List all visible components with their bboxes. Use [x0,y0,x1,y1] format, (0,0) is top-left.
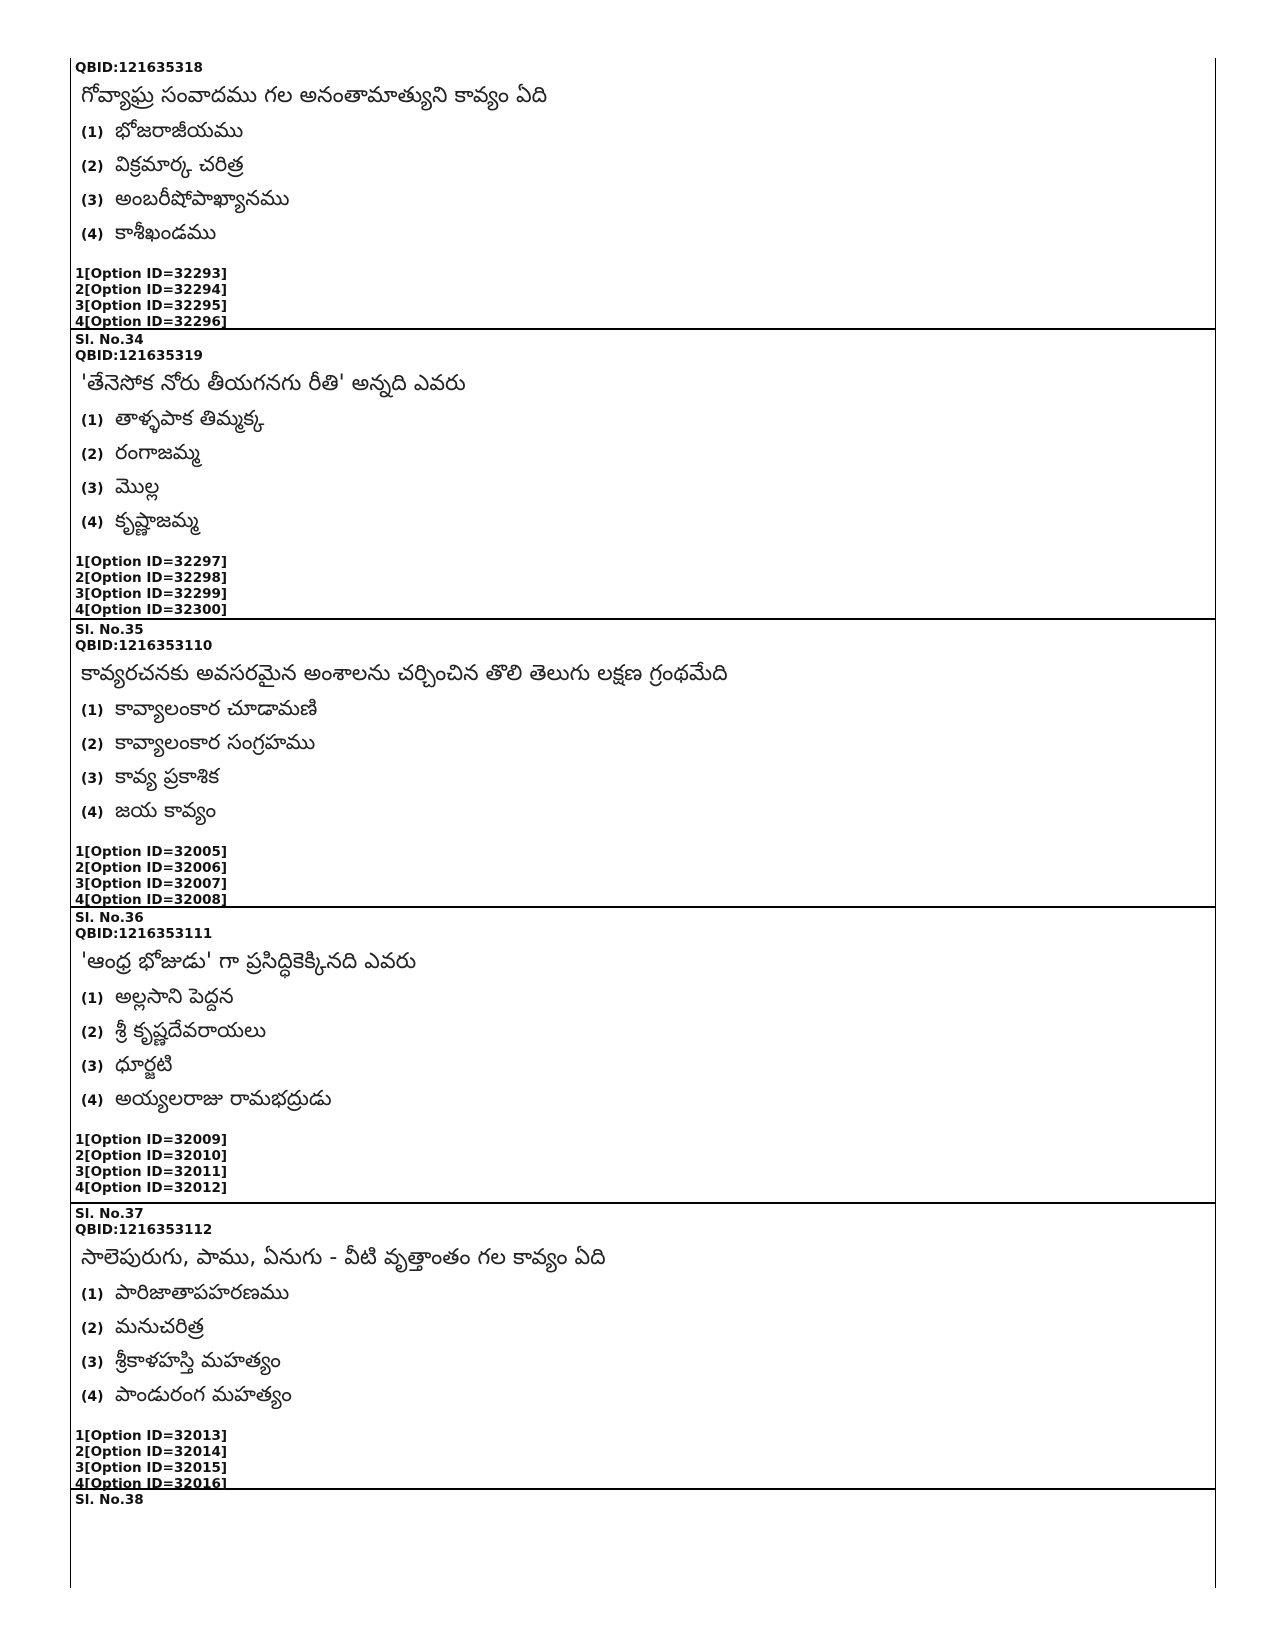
question-block [71,908,1215,1204]
option-id: 3[Option ID=32011] [75,1164,228,1180]
question-block [71,330,1215,620]
option-number: (2) [81,159,104,175]
option-number: (4) [81,1093,104,1109]
option-row [81,506,1211,540]
qbid-label: QBID:1216353110 [75,638,213,654]
option-text: కావ్యాలంకార చూడామణి [115,696,318,720]
option-row [81,1278,1211,1312]
option-number: (4) [81,805,104,821]
option-row [81,184,1211,218]
option-id: 2[Option ID=32006] [75,860,228,876]
option-id: 4[Option ID=32008] [75,892,228,908]
option-id-list [75,266,1211,330]
question-block [71,1204,1215,1490]
qbid-label: QBID:121635318 [75,60,203,76]
option-id: 3[Option ID=32007] [75,876,228,892]
option-text: శ్రీకాళహస్తి మహత్యం [115,1348,281,1372]
option-id: 2[Option ID=32010] [75,1148,228,1164]
option-number: (2) [81,737,104,753]
option-id: 2[Option ID=32298] [75,570,228,586]
option-row [81,472,1211,506]
option-row [81,762,1211,796]
option-text: అల్లసాని పెద్దన [115,984,234,1008]
qbid-label: QBID:121635319 [75,348,203,364]
option-id: 4[Option ID=32016] [75,1476,228,1492]
option-id-list [75,1428,1211,1492]
option-id-list [75,1132,1211,1196]
option-text: కృష్ణాజమ్మ [115,508,199,532]
option-text: పారిజాతాపహరణము [115,1280,290,1304]
question-text: కావ్యరచనకు అవసరమైన అంశాలను చర్చించిన తొలి తెలుగు లక్షణ గ్రంథమేది [81,661,728,686]
option-row [81,1016,1211,1050]
option-id: 1[Option ID=32293] [75,266,228,282]
option-number: (2) [81,447,104,463]
option-row [81,116,1211,150]
option-text: ధూర్జటి [115,1052,173,1076]
option-text: కావ్యాలంకార సంగ్రహము [115,730,316,754]
option-id: 4[Option ID=32300] [75,602,228,618]
option-number: (1) [81,1287,104,1303]
option-text: అయ్యలరాజు రామభద్రుడు [115,1086,332,1110]
option-number: (3) [81,771,104,787]
option-text: శ్రీ కృష్ణదేవరాయలు [115,1018,267,1042]
option-number: (4) [81,1389,104,1405]
option-id: 3[Option ID=32015] [75,1460,228,1476]
question-text: 'తేనెసోక నోరు తీయగనగు రీతి' అన్నది ఎవరు [81,371,466,396]
option-row [81,1346,1211,1380]
question-block [71,620,1215,908]
option-row [81,218,1211,252]
option-row [81,1050,1211,1084]
option-row [81,694,1211,728]
option-text: అంబరీషోపాఖ్యానము [115,186,290,210]
option-id: 2[Option ID=32294] [75,282,228,298]
serial-number-label: Sl. No.34 [75,332,144,348]
option-row [81,150,1211,184]
option-row [81,1312,1211,1346]
option-row [81,404,1211,438]
option-text: పాండురంగ మహత్యం [115,1382,292,1406]
question-paper-page [70,58,1216,1588]
option-number: (1) [81,413,104,429]
option-row [81,438,1211,472]
option-number: (2) [81,1025,104,1041]
option-id: 1[Option ID=32013] [75,1428,228,1444]
option-number: (3) [81,1059,104,1075]
option-id-list [75,844,1211,908]
serial-number-label: Sl. No.35 [75,622,144,638]
option-row [81,796,1211,830]
option-row [81,728,1211,762]
question-block [71,58,1215,330]
option-id: 3[Option ID=32295] [75,298,228,314]
option-text: జయ కావ్యం [115,798,217,822]
option-id: 4[Option ID=32296] [75,314,228,330]
option-number: (1) [81,991,104,1007]
option-row [81,982,1211,1016]
question-text: గోవ్యాఘ్ర సంవాదము గల అనంతామాత్యుని కావ్యం ఏది [81,83,548,108]
option-number: (3) [81,1355,104,1371]
option-text: మనుచరిత్ర [115,1314,204,1338]
option-text: రంగాజమ్మ [115,440,200,464]
option-id: 3[Option ID=32299] [75,586,228,602]
question-block-next [71,1490,1215,1510]
qbid-label: QBID:1216353112 [75,1222,213,1238]
option-id: 1[Option ID=32297] [75,554,228,570]
option-id: 2[Option ID=32014] [75,1444,228,1460]
option-id: 4[Option ID=32012] [75,1180,228,1196]
option-id: 1[Option ID=32005] [75,844,228,860]
option-row [81,1084,1211,1118]
option-text: కాశీఖండము [115,220,217,244]
option-row [81,1380,1211,1414]
serial-number-label: Sl. No.37 [75,1206,144,1222]
option-number: (3) [81,481,104,497]
serial-number-label: Sl. No.38 [75,1492,144,1508]
option-number: (1) [81,125,104,141]
option-text: విక్రమార్క చరిత్ర [115,152,244,176]
question-text: 'ఆంధ్ర భోజుడు' గా ప్రసిద్ధికెక్కినది ఎవరు [81,949,417,974]
option-number: (4) [81,515,104,531]
option-text: కావ్య ప్రకాశిక [115,764,220,788]
option-id-list [75,554,1211,618]
serial-number-label: Sl. No.36 [75,910,144,926]
option-text: మొల్ల [115,474,160,498]
option-text: భోజరాజీయము [115,118,244,142]
option-number: (1) [81,703,104,719]
option-number: (4) [81,227,104,243]
qbid-label: QBID:1216353111 [75,926,213,942]
option-text: తాళ్ళపాక తిమ్మక్క [115,406,265,430]
option-number: (2) [81,1321,104,1337]
option-id: 1[Option ID=32009] [75,1132,228,1148]
question-text: సాలెపురుగు, పాము, ఏనుగు - వీటి వృత్తాంతం గల కావ్యం ఏది [81,1245,606,1270]
option-number: (3) [81,193,104,209]
